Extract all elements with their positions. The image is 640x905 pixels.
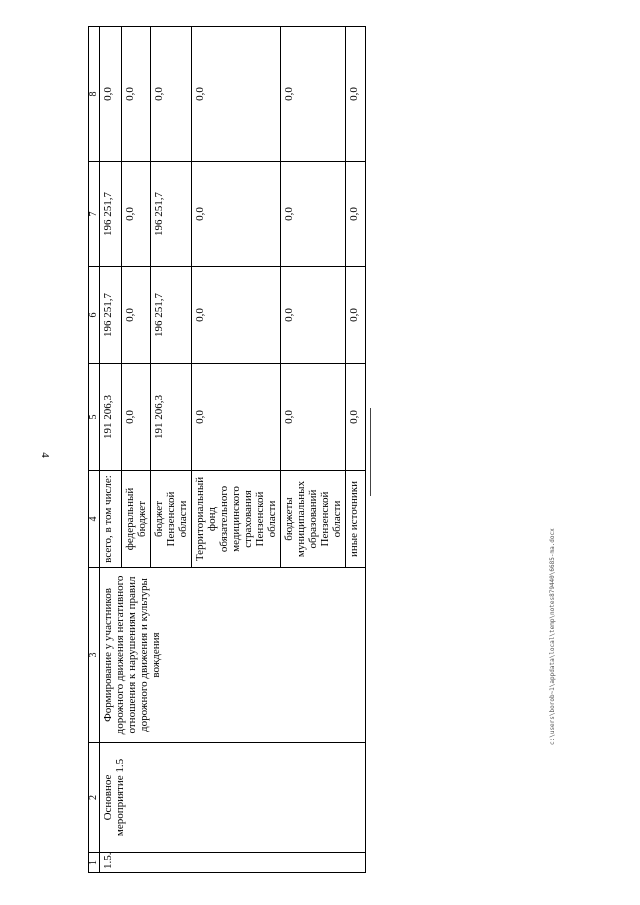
value-col-5: 0,0 — [122, 364, 151, 471]
value-col-5: 0,0 — [346, 364, 366, 471]
value-col-8: 0,0 — [281, 27, 346, 162]
value-col-7: 0,0 — [346, 162, 366, 267]
value-col-5: 191 206,3 — [100, 364, 122, 471]
value-col-7: 0,0 — [281, 162, 346, 267]
row-number: 1.5. — [100, 853, 366, 873]
measure-name: Основное мероприятие 1.5 — [100, 743, 366, 853]
value-col-7: 0,0 — [192, 162, 281, 267]
page-number: 4 — [39, 452, 51, 458]
value-col-7: 196 251,7 — [100, 162, 122, 267]
value-col-8: 0,0 — [100, 27, 122, 162]
value-col-5: 0,0 — [281, 364, 346, 471]
funding-source: бюджет Пензенской области — [151, 471, 192, 568]
header-col-1: 1 — [89, 853, 100, 873]
value-col-7: 196 251,7 — [151, 162, 192, 267]
header-col-4: 4 — [89, 471, 100, 568]
funding-table — [88, 26, 366, 873]
header-col-6: 6 — [89, 267, 100, 364]
value-col-6: 196 251,7 — [151, 267, 192, 364]
funding-source: иные источники — [346, 471, 366, 568]
value-col-5: 191 206,3 — [151, 364, 192, 471]
header-row — [89, 27, 100, 873]
rotated-table-container — [88, 27, 360, 873]
value-col-7: 0,0 — [122, 162, 151, 267]
value-col-6: 0,0 — [281, 267, 346, 364]
value-col-8: 0,0 — [192, 27, 281, 162]
value-col-6: 0,0 — [346, 267, 366, 364]
header-col-2: 2 — [89, 743, 100, 853]
value-col-6: 0,0 — [192, 267, 281, 364]
funding-source: бюджеты муниципальных образований Пензенской области — [281, 471, 346, 568]
footer-file-path: c:\users\borob~1\appdata\local\temp\notes879440\6685-ma.docx — [549, 528, 556, 745]
header-col-7: 7 — [89, 162, 100, 267]
value-col-8: 0,0 — [122, 27, 151, 162]
header-col-8: 8 — [89, 27, 100, 162]
value-col-6: 196 251,7 — [100, 267, 122, 364]
value-col-8: 0,0 — [151, 27, 192, 162]
section-divider — [370, 408, 371, 496]
funding-source: всего, в том числе: — [100, 471, 122, 568]
funding-source: Территориальный фонд обязательного медицинского страхования Пензенской области — [192, 471, 281, 568]
funding-source: федеральный бюджет — [122, 471, 151, 568]
table-row — [100, 27, 122, 873]
header-col-3: 3 — [89, 568, 100, 743]
value-col-5: 0,0 — [192, 364, 281, 471]
value-col-6: 0,0 — [122, 267, 151, 364]
header-col-5: 5 — [89, 364, 100, 471]
measure-description: Формирование у участников дорожного движения негативного отношения к нарушениям правил дорожного движения и культуры вождения — [100, 568, 366, 743]
value-col-8: 0,0 — [346, 27, 366, 162]
